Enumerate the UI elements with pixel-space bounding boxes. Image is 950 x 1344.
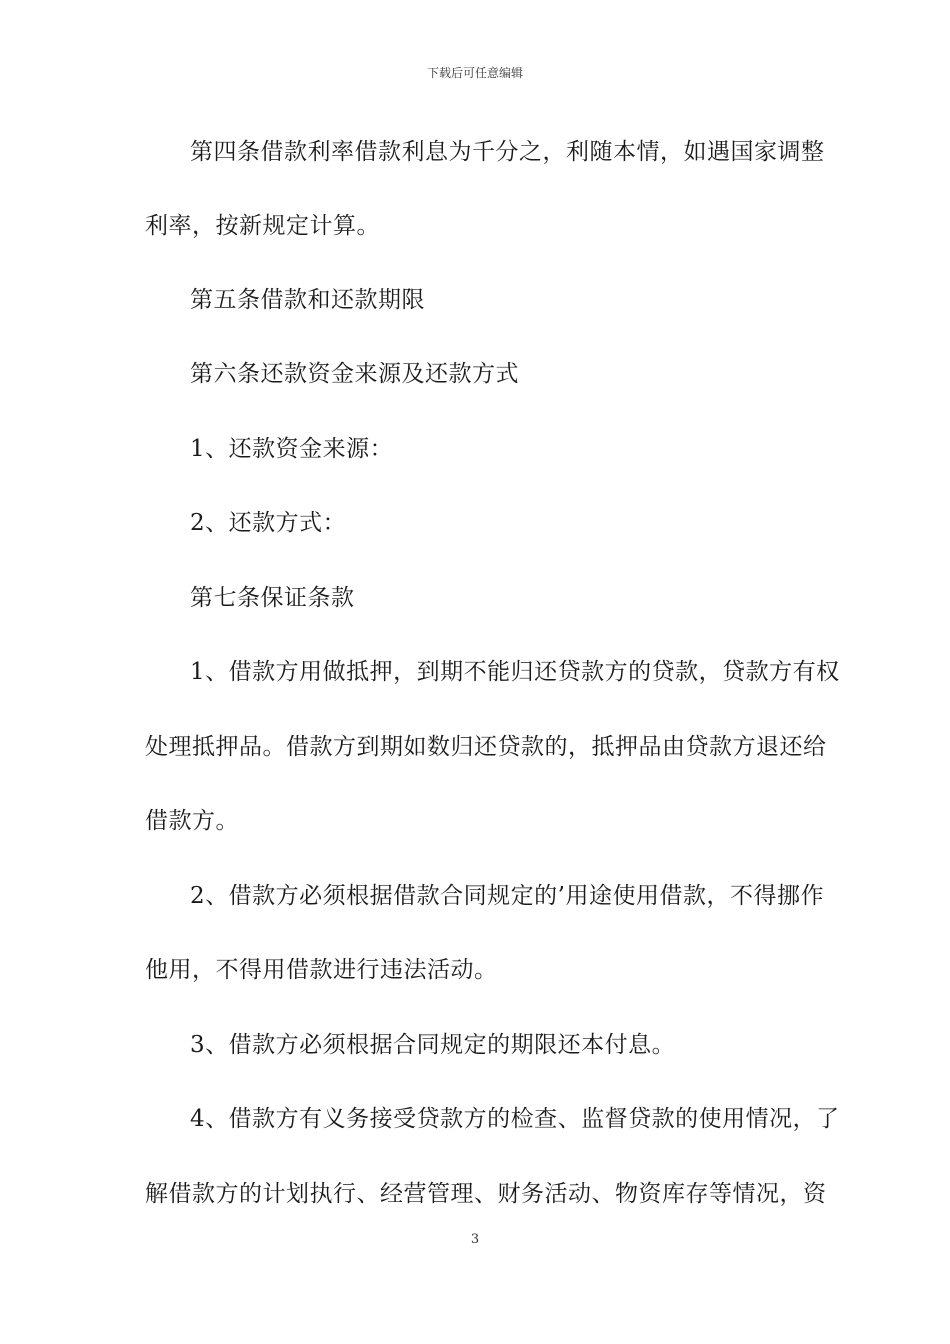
paragraph-line: 第四条借款利率借款利息为千分之，利随本情，如遇国家调整 (190, 139, 825, 165)
paragraph-line: 1、借款方用做抵押，到期不能归还贷款方的贷款，贷款方有权 (190, 659, 840, 685)
paragraph-line: 借款方。 (145, 808, 239, 834)
paragraph-line: 1、还款资金来源： (190, 436, 394, 462)
paragraph-line: 处理抵押品。借款方到期如数归还贷款的，抵押品由贷款方退还给 (145, 734, 827, 760)
paragraph-line: 4、借款方有义务接受贷款方的检查、监督贷款的使用情况，了 (190, 1106, 840, 1132)
paragraph-line: 第五条借款和还款期限 (190, 287, 425, 313)
page-header: 下载后可任意编辑 (426, 66, 523, 80)
paragraph-line: 3、借款方必须根据合同规定的期限还本付息。 (190, 1032, 676, 1058)
paragraph-line: 利率，按新规定计算。 (145, 213, 380, 239)
paragraph-line: 第六条还款资金来源及还款方式 (190, 361, 519, 387)
paragraph-line: 2、还款方式： (190, 510, 347, 536)
paragraph-line: 解借款方的计划执行、经营管理、财务活动、物资库存等情况，资 (145, 1181, 827, 1207)
page-number: 3 (470, 1232, 480, 1247)
paragraph-line: 第七条保证条款 (190, 585, 355, 611)
paragraph-line: 他用，不得用借款进行违法活动。 (145, 957, 498, 983)
paragraph-line: 2、借款方必须根据借款合同规定的’用途使用借款，不得挪作 (190, 883, 824, 909)
